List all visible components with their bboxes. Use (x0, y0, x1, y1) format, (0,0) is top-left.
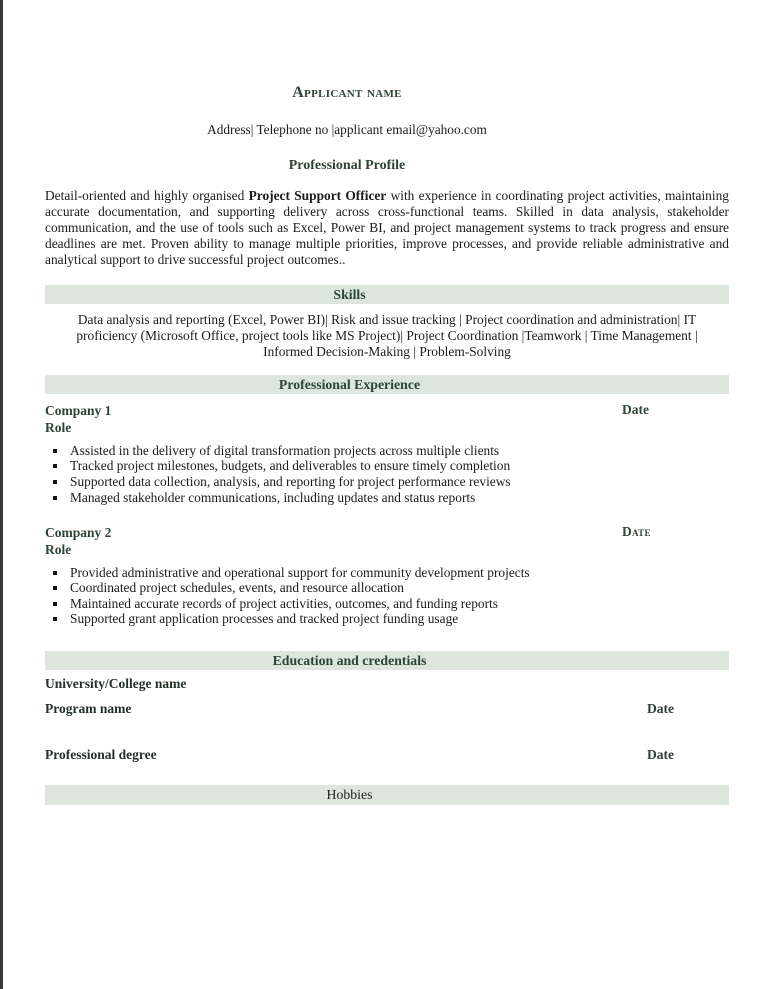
job-2-date: Date (622, 524, 651, 540)
profile-section-title: Professional Profile (288, 158, 406, 173)
education-entry-1 (45, 701, 729, 717)
job-entry-2 (45, 524, 729, 627)
resume-content (45, 0, 729, 805)
skills-section-title: Skills (333, 287, 366, 303)
square-bullet-icon (53, 480, 57, 484)
job-2-company: Company 2 (45, 525, 112, 541)
list-item (45, 474, 729, 490)
list-item (45, 580, 729, 596)
job-1-header (45, 402, 729, 420)
education-1-label: Program name (45, 700, 132, 716)
profile-job-title: Project Support Officer (248, 188, 387, 203)
education-institution: University/College name (45, 676, 187, 691)
job-2-bullets (45, 565, 729, 627)
education-2-date: Date (647, 747, 674, 762)
square-bullet-icon (53, 571, 57, 575)
square-bullet-icon (53, 586, 57, 590)
list-item (45, 490, 729, 506)
job-2-header (45, 524, 729, 542)
education-entry-2 (45, 747, 729, 763)
bullet-text: Managed stakeholder communications, including updates and status reports (70, 489, 476, 505)
job-1-bullets (45, 443, 729, 505)
profile-paragraph (45, 188, 729, 268)
hobbies-section-banner (45, 785, 729, 805)
bullet-text: Coordinated project schedules, events, and resource allocation (70, 580, 404, 596)
skills-section-banner (45, 285, 729, 304)
job-1-company: Company 1 (45, 403, 112, 419)
education-2-label: Professional degree (45, 747, 157, 762)
list-item (45, 458, 729, 474)
applicant-name: Applicant name (292, 84, 402, 101)
list-item (45, 611, 729, 627)
profile-text-rest: with experience in coordinating project activities, maintaining accurate documentation, and supporting delivery across cross-functional teams. Skilled in data analysis, stakeholder communication, and the use of tools such as Excel, Power BI, and project management systems to track progress and ensure deadlines are met. Proven ability to manage multiple priorities, improve processes, and provide reliable administrative and analytical support to drive successful project outcomes.. (45, 188, 729, 268)
list-item (45, 443, 729, 459)
bullet-text: Supported grant application processes and tracked project funding usage (70, 611, 459, 627)
square-bullet-icon (53, 602, 57, 606)
education-section-title: Education and credentials (272, 653, 427, 668)
list-item (45, 565, 729, 581)
square-bullet-icon (53, 464, 57, 468)
education-section-banner (45, 651, 729, 670)
education-1-date: Date (647, 700, 674, 716)
skills-list: Data analysis and reporting (Excel, Power BI)| Risk and issue tracking | Project coordination and administration| IT proficiency (Microsoft Office, project tools like MS Project)| Project Coordination |Teamwork | Time Management | Informed Decision-Making | Problem-Solving (76, 312, 698, 359)
experience-section-title: Professional Experience (278, 377, 421, 393)
square-bullet-icon (53, 496, 57, 500)
bullet-text: Tracked project milestones, budgets, and deliverables to ensure timely completion (70, 458, 511, 474)
job-1-date: Date (622, 402, 649, 418)
job-entry-1 (45, 402, 729, 505)
job-2-role: Role (45, 542, 72, 558)
bullet-text: Maintained accurate records of project activities, outcomes, and funding reports (70, 595, 498, 611)
bullet-text: Provided administrative and operational support for community development projects (70, 564, 530, 580)
list-item (45, 596, 729, 612)
square-bullet-icon (53, 617, 57, 621)
job-1-role: Role (45, 420, 72, 436)
bullet-text: Supported data collection, analysis, and reporting for project performance reviews (70, 473, 511, 489)
hobbies-section-title: Hobbies (326, 786, 373, 802)
experience-section-banner (45, 375, 729, 394)
profile-text-start: Detail-oriented and highly organised (45, 188, 249, 203)
square-bullet-icon (53, 449, 57, 453)
contact-line: Address| Telephone no |applicant email@yahoo.com (207, 122, 487, 137)
bullet-text: Assisted in the delivery of digital transformation projects across multiple clients (70, 442, 500, 458)
